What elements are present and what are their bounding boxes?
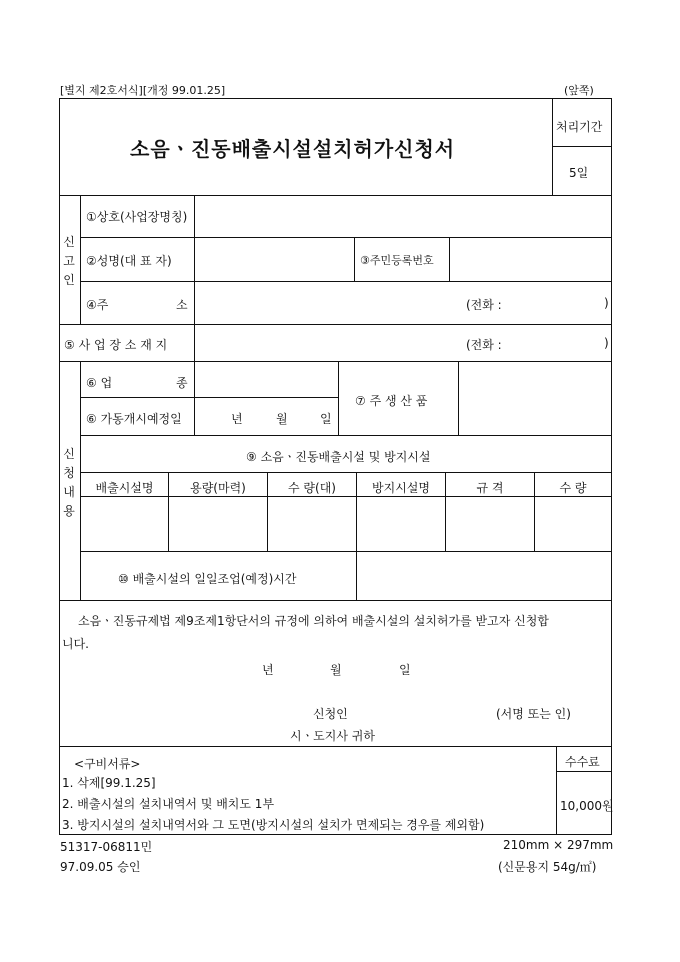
list-item: 3. 방지시설의 설치내역서와 그 도면(방지시설의 설치가 면제되는 경우를 제외함) (62, 818, 485, 832)
reporter-side-char: 인 (63, 273, 75, 287)
operation-start-date-label: ⑥ 가동개시예정일 (86, 412, 182, 426)
paper-size: 210mm × 297mm (503, 838, 614, 852)
address-field[interactable] (196, 284, 458, 322)
application-side-char: 내 (63, 485, 75, 499)
daily-operation-hours-field[interactable] (358, 553, 610, 599)
column-header-quantity: 수 량(대) (288, 481, 336, 495)
column-header-prevention-facility: 방지시설명 (372, 481, 430, 495)
main-product-field[interactable] (460, 363, 610, 433)
quantity-cell[interactable] (269, 498, 355, 550)
fee-value: 10,000원 (560, 799, 614, 813)
application-side-char: 신 (63, 447, 75, 461)
addressee: 시ㆍ도지사 귀하 (290, 729, 375, 743)
operation-date-day[interactable]: 일 (320, 412, 332, 426)
address-label: ④주 (86, 298, 109, 312)
operation-date-year[interactable]: 년 (231, 412, 243, 426)
column-header-emission-facility: 배출시설명 (95, 481, 154, 495)
capacity-cell[interactable] (170, 498, 266, 550)
applicant-label: 신청인 (313, 707, 348, 721)
company-name-label: ①상호(사업장명칭) (86, 210, 188, 224)
list-item: 2. 배출시설의 설치내역서 및 배치도 1부 (62, 797, 275, 811)
representative-name-field[interactable] (196, 240, 352, 279)
application-statement-end: 니다. (62, 637, 89, 651)
application-side-char: 청 (63, 466, 75, 480)
prevention-facility-cell[interactable] (358, 498, 444, 550)
operation-date-month[interactable]: 월 (276, 412, 288, 426)
form-reference: [별지 제2호서식][개정 99.01.25] (60, 84, 226, 97)
business-type-label-suffix: 종 (176, 376, 188, 390)
facilities-section-header: ⑨ 소음ㆍ진동배출시설 및 방지시설 (246, 450, 431, 464)
application-statement: 소음ㆍ진동규제법 제9조제1항단서의 규정에 의하여 배출시설의 설치허가를 받고자 신청합 (78, 614, 549, 628)
company-name-field[interactable] (196, 198, 610, 235)
signature-label[interactable]: (서명 또는 인) (496, 707, 571, 721)
form-title: 소음ㆍ진동배출시설설치허가신청서 (130, 137, 456, 161)
reporter-side-char: 신 (63, 235, 75, 249)
main-product-label: ⑦ 주 생 산 품 (355, 394, 428, 408)
business-site-field[interactable] (196, 327, 458, 359)
site-phone-close: ) (604, 336, 609, 350)
column-header-specification: 규 격 (476, 481, 504, 495)
resident-number-field[interactable] (451, 240, 610, 279)
address-phone-close: ) (604, 296, 609, 310)
column-header-capacity: 용량(마력) (190, 481, 246, 495)
resident-number-label: ③주민등록번호 (360, 254, 434, 267)
application-side-char: 용 (63, 504, 75, 518)
representative-name-label: ②성명(대 표 자) (86, 254, 172, 268)
fee-label: 수수료 (565, 755, 600, 769)
front-page-mark: (앞쪽) (564, 84, 594, 97)
form-code: 51317-06811민 (60, 840, 153, 854)
processing-period-label: 처리기간 (556, 120, 603, 134)
business-type-label: ⑥ 업 (86, 376, 113, 390)
site-phone-label: (전화 : (466, 338, 502, 352)
column-header-prevention-quantity: 수 량 (559, 481, 587, 495)
address-label-suffix: 소 (176, 298, 188, 312)
list-item: 1. 삭제[99.1.25] (62, 776, 156, 790)
required-documents-title: <구비서류> (74, 757, 141, 771)
application-date-day[interactable]: 일 (399, 663, 411, 677)
specification-cell[interactable] (447, 498, 533, 550)
emission-facility-cell[interactable] (82, 498, 167, 550)
approval-date: 97.09.05 승인 (60, 860, 141, 874)
processing-period-value: 5일 (569, 166, 589, 180)
address-phone-label: (전화 : (466, 298, 502, 312)
business-type-field[interactable] (196, 363, 336, 395)
paper-type: (신문용지 54g/㎡) (498, 860, 597, 874)
application-date-year[interactable]: 년 (262, 663, 274, 677)
reporter-side-char: 고 (63, 254, 75, 268)
business-site-label: ⑤ 사 업 장 소 재 지 (64, 338, 168, 352)
daily-operation-hours-label: ⑩ 배출시설의 일일조업(예정)시간 (118, 572, 297, 586)
prevention-quantity-cell[interactable] (536, 498, 610, 550)
application-date-month[interactable]: 월 (330, 663, 342, 677)
